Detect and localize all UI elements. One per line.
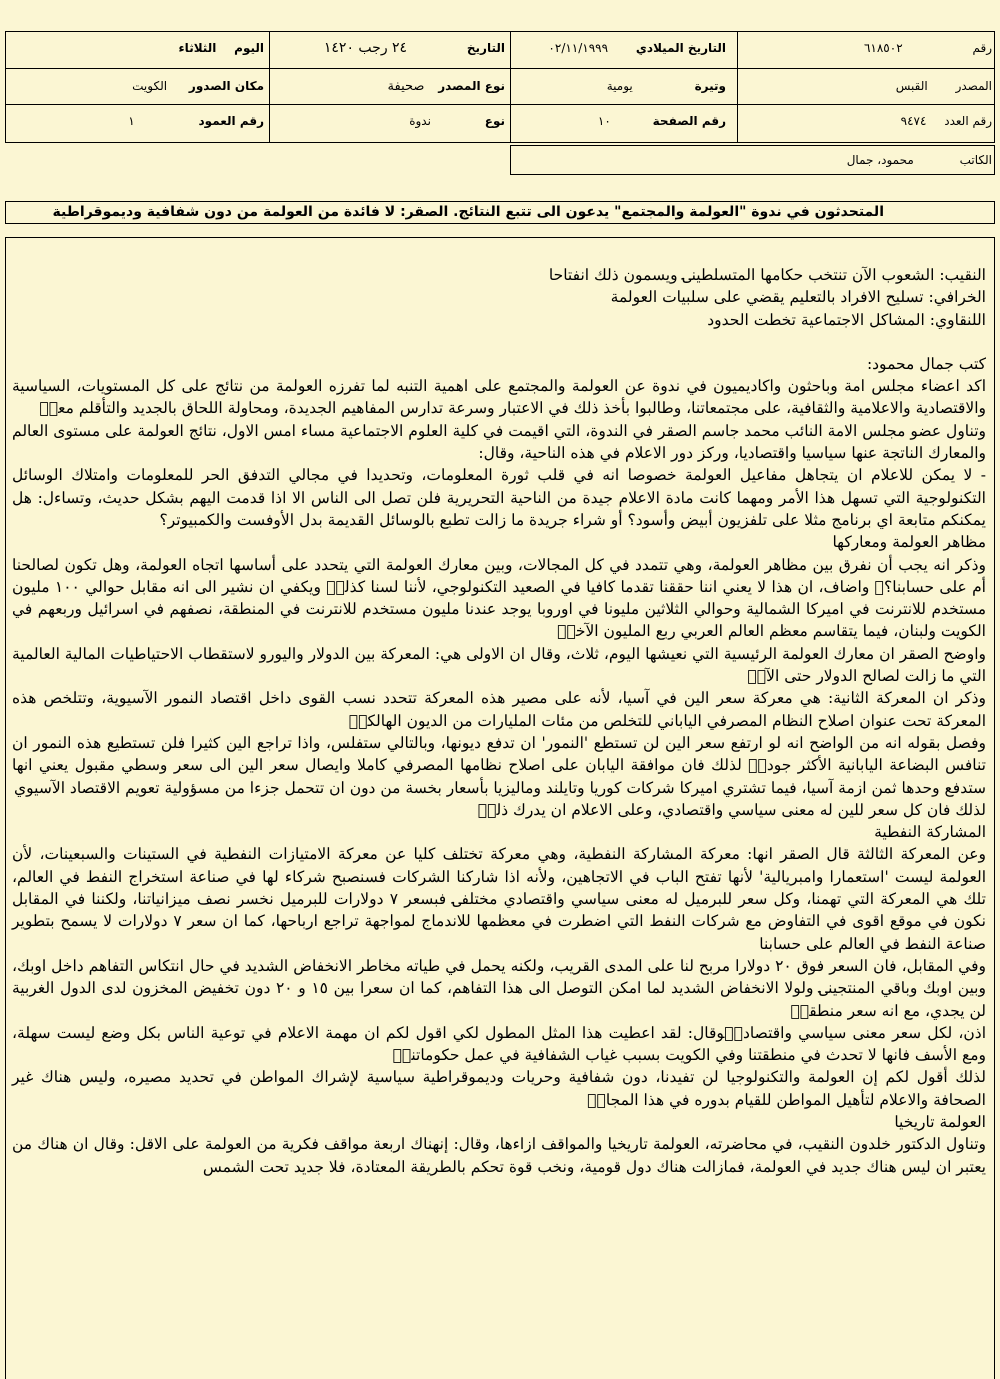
- section-heading: العولمة تاريخيا: [894, 1112, 986, 1131]
- meta-place-label: مكان الصدور: [188, 79, 264, 93]
- meta-date-value: ٢٤ رجب ١٤٢٠: [323, 40, 408, 56]
- meta-issue-label: رقم العدد: [944, 114, 992, 128]
- paragraph-gap: [12, 331, 986, 353]
- article-paragraph: لذلك فان كل سعر للين له معنى سياسي واقتصادي، وعلى الاعلام ان يدرك ذلكۭ: [477, 800, 986, 819]
- meta-source-type: [388, 78, 505, 95]
- meta-gregorian-date: [548, 40, 726, 56]
- meta-hijri-date: [324, 40, 505, 56]
- section-heading: مظاهر العولمة ومعاركها: [832, 533, 986, 552]
- metadata-col-divider: [269, 31, 270, 143]
- article-paragraph: كتب جمال محمود:: [866, 354, 986, 373]
- section-heading: المشاركة النفطية: [874, 823, 986, 842]
- article-paragraph: - لا يمكن للاعلام ان يتجاهل مفاعيل العولمة خصوصا انه في قلب ثورة المعلومات، وتحديدا في مجالي التدفق الحر للمعلومات وامتلاك الوسائل التكنولوجية التي تسهل هذا الأمر ومهما كانت مادة الاعلام جيدة من الناحية التحريرية فلن تصل الى الناس الا اذا قدمت اليهم بشكل حديث، وتساءل: هل يمكنكم متابعة اي برنامج مثلا على تلفزيون أبيض وأسود؟ أو شراء جريدة ما زالت تطبع بالوسائل القديمة بدل الأوفست والكمبيوتر؟: [12, 466, 986, 529]
- article-paragraph: اذن، لكل سعر معنى سياسي واقتصاديۭوقال: لقد اعطيت هذا المثل المطول لكي اقول لكم ان مهمة الاعلام في توعية الناس بكل وضع ليست سهلة، ومع الأسف فانها لا تحدث في منطقتنا وفي الكويت بسبب غياب الشفافية في عمل حكوماتناۭ: [12, 1023, 986, 1065]
- article-paragraph: وذكر انه يجب أن نفرق بين مظاهر العولمة، وهي تتمدد في كل المجالات، وبين معارك العولمة التي يتحدد على أساسها اتجاه العولمة، وهل تكون لصالحنا أم على حسابنا؟ۍ واضاف، ان هذا لا يعني اننا حققنا تقدما كافيا في الصعيد التكنولوجي، لأننا لسنا كذلكۭ ويكفي ان نشير الى انه مقابل حوالي ١٠٠ مليون مستخدم للانترنت في اميركا الشمالية وحوالي الثلاثين مليونا في اوروبا يوجد عندنا مليون مستخدم للانترنت في المنطقة، نصفهم في اسرائيل وربعهم في الكويت ولبنان، فيما يتقاسم معظم العالم العربي ربع المليون الآخرۭ: [12, 555, 986, 641]
- meta-day-label: اليوم: [234, 41, 264, 55]
- meta-frequency-value: يومية: [606, 79, 633, 93]
- meta-source: [896, 78, 992, 94]
- article-text: [6, 238, 994, 1178]
- meta-place-value: الكويت: [132, 79, 168, 93]
- metadata-col-divider: [737, 31, 738, 143]
- meta-author: [847, 152, 992, 168]
- meta-place: [132, 78, 264, 94]
- meta-number-label: رقم: [972, 41, 992, 55]
- meta-author-label: الكاتب: [959, 153, 992, 167]
- meta-column-label: رقم العمود: [198, 114, 264, 128]
- meta-source-type-value: صحيفة: [387, 79, 425, 94]
- meta-issue: [901, 113, 992, 129]
- meta-type-label: نوع: [484, 114, 505, 128]
- meta-day: [179, 40, 264, 56]
- meta-issue-value: ٩٤٧٤: [900, 114, 927, 128]
- meta-frequency-label: وتيرة: [694, 79, 726, 93]
- article-paragraph: النقيب: الشعوب الآن تنتخب حكامها المتسلطينۍ ويسمون ذلك انفتاحا: [548, 266, 986, 284]
- meta-column: [128, 113, 264, 129]
- meta-column-value: ١: [128, 114, 135, 128]
- metadata-row-divider: [5, 104, 995, 105]
- meta-gregorian-label: التاريخ الميلادي: [635, 41, 726, 55]
- meta-source-value: القبس: [895, 79, 928, 93]
- article-paragraph: اكد اعضاء مجلس امة وباحثون واكاديميون في ندوة عن العولمة والمجتمع على اهمية التنبه لما تفرزه العولمة من نتائج على كل المستويات، السياسية والاقتصادية والاعلامية والثقافية، على مجتمعاتنا، وطالبوا بأخذ ذلك في الاعتبار وسرعة تدارس المفاهيم الجديدة، ومحاولة اللحاق بالجديد والتأقلم معهۭ: [12, 377, 986, 418]
- article-paragraph: الخرافي: تسليح الافراد بالتعليم يقضي على سلبيات العولمة: [610, 288, 986, 307]
- meta-day-value: الثلاثاء: [178, 41, 217, 55]
- meta-number-value: ٦١٨٥٠٢: [863, 41, 903, 55]
- meta-page: [598, 113, 726, 129]
- article-paragraph: وتناول عضو مجلس الامة النائب محمد جاسم الصقر في الندوة، التي اقيمت في كلية العلوم الاجتماعية مساء امس الاول، نتائج العولمة على مستوى العالم والمعارك الناتجة عنها سياسيا واقتصاديا، وركز دور الاعلام في هذه الناحية، وقال:: [12, 421, 986, 463]
- meta-page-value: ١٠: [597, 114, 611, 128]
- meta-type-value: ندوة: [409, 114, 431, 128]
- meta-source-label: المصدر: [955, 79, 992, 93]
- article-paragraph: وذكر ان المعركة الثانية: هي معركة سعر الين في آسيا، لأنه على مصير هذه المعركة تتحدد نسب القوى داخل اقتصاد النمور الآسيوية، وتتلخص هذه المعركة تحت عنوان اصلاح النظام المصرفي الياباني للتخلص من مئات المليارات من الديون الهالكةۭ: [12, 689, 986, 730]
- article-paragraph: لذلك أقول لكم إن العولمة والتكنولوجيا لن تفيدنا، دون شفافية وحريات وديموقراطية سياسية لإشراك المواطن في تحديد مصيره، وليس هناك غير الصحافة والاعلام لتأهيل المواطن للقيام بدوره في هذا المجالۭ: [12, 1068, 986, 1109]
- meta-source-type-label: نوع المصدر: [438, 79, 505, 93]
- meta-number: [864, 40, 992, 56]
- metadata-col-divider: [510, 31, 511, 143]
- article-body: [5, 237, 995, 1379]
- metadata-row-divider: [5, 68, 995, 69]
- article-headline: المتحدثون في ندوة "العولمة والمجتمع" يدعون الى تتبع النتائج. الصقر: لا فائدة من العولمة من دون شفافية وديموقراطية: [5, 201, 995, 224]
- meta-author-value: محمود، جمال: [846, 153, 914, 167]
- meta-type: [409, 113, 505, 129]
- meta-gregorian-value: ٠٢/١١/١٩٩٩: [548, 41, 609, 55]
- meta-date-label: التاريخ: [466, 41, 505, 55]
- article-paragraph: وعن المعركة الثالثة قال الصقر انها: معركة المشاركة النفطية، وهي معركة تختلف كليا عن معركة الامتيازات النفطية في الستينات والسبعينات، لأن العولمة ليست 'استعمارا وامبريالية' لأنها تفتح الباب في الاتجاهين، ولأنه اذا شاركنا الشركات فسنصبح شركاء لها في صناعة استخراج النفط في العالم، تلك هي المعركة التي تهمنا، وكل سعر للبرميل له معنى سياسي واقتصادي مختلفۍ فبسعر ٧ دولارات للبرميل نخسر نصف ميزانياتنا، ولكننا في المقابل نكون في موقع اقوى في التفاوض مع شركات النفط التي اضطرت في معظمها للاندماج لمواجهة تراجع ارباحها، كما ان سعر ٧ دولارات لا يسمح بتطوير صناعة النفط في العالم على حسابنا: [12, 845, 986, 953]
- article-paragraph: وفصل بقوله انه من الواضح انه لو ارتفع سعر الين لن تستطع 'النمور' ان تدفع ديونها، وبالتالي ستفلس، واذا تراجع الين كثيرا فلن تستطيع هذه النمور ان تنافس البضاعة اليابانية الأكثر جودةۭ لذلك فان موافقة اليابان على اصلاح نظامها المصرفي كاملا وايصال سعر الين الى سعر وسطي مقبول يعني انها ستدفع وحدها ثمن ازمة آسيا، فيما تشتري اميركا شركات كوريا وتايلند وماليزيا بأسعار بخسة من دون ان تتحمل جزءا من مسؤولية تعويم الاقتصاد الآسيوي: [12, 733, 986, 797]
- meta-page-label: رقم الصفحة: [652, 114, 726, 128]
- article-paragraph: اللنقاوي: المشاكل الاجتماعية تخطت الحدود: [707, 310, 986, 329]
- article-paragraph: وفي المقابل، فان السعر فوق ٢٠ دولارا مربح لنا على المدى القريب، ولكنه يحمل في طياته مخاطر الانخفاض الشديد في حال انتكاس التفاهم داخل اوبك، وبين اوبك وباقي المنتجينۍ ولولا الانخفاض الشديد لما امكن التوصل الى هذا التفاهم، كما ان سعرا بين ١٥ و ٢٠ دون تخفيض المخزون لدى الدول الغربية لن يجدي، مع انه سعر منطقيۭ: [12, 956, 986, 1020]
- meta-frequency: [607, 78, 726, 94]
- article-paragraph: واوضح الصقر ان معارك العولمة الرئيسية التي نعيشها اليوم، ثلاث، وقال ان الاولى هي: المعركة بين الدولار واليورو لاستقطاب الاحتياطيات المالية العالمية التي ما زالت لصالح الدولار حتى الآنۭ: [11, 644, 986, 686]
- article-paragraph: وتناول الدكتور خلدون النقيب، في محاضرته، العولمة تاريخيا والمواقف ازاءها، وقال: إنهناك اربعة مواقف فكرية من العولمة على الاقل: وقال ان هناك من يعتبر ان ليس هناك جديد في العولمة، فمازالت هناك دول قومية، ونخب قوة تحكم بالطريقة المعتادة، فلا جديد تحت الشمس: [12, 1135, 986, 1176]
